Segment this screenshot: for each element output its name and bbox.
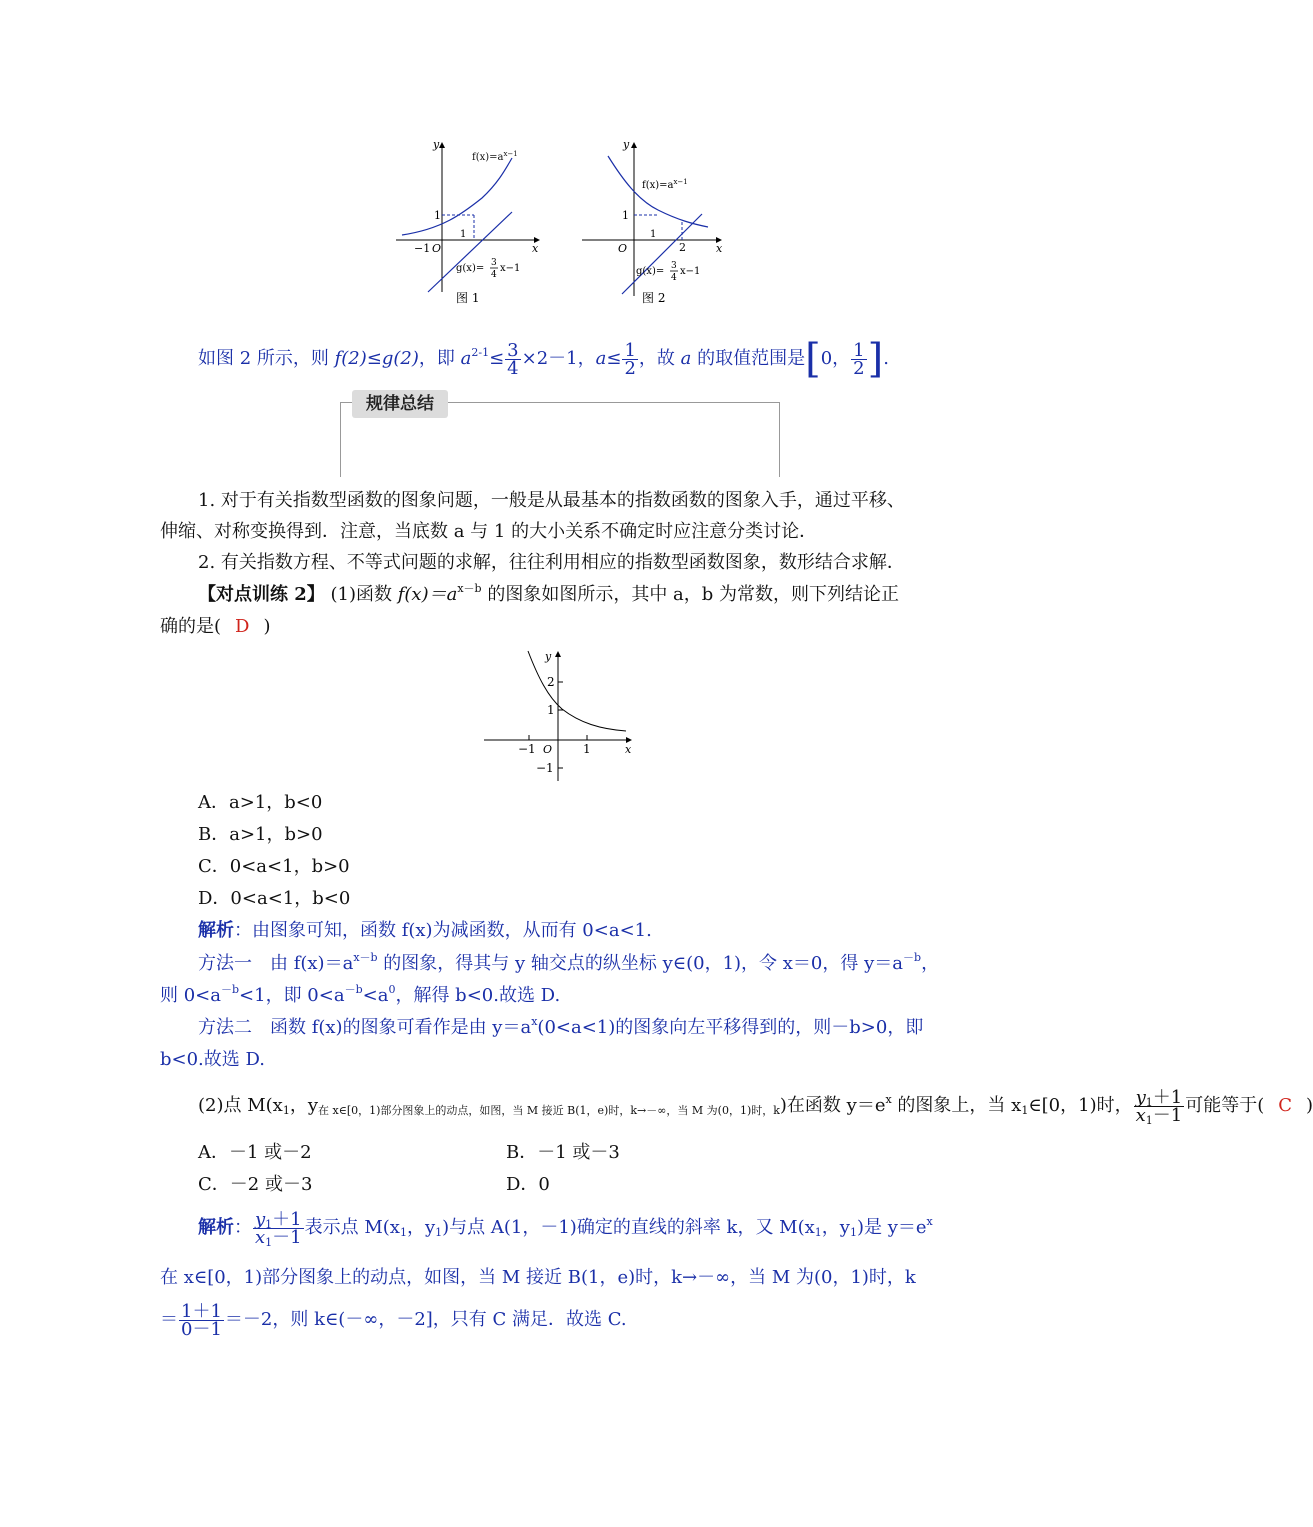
fig1-tick-1y: 1 (434, 209, 441, 222)
fig1-g-tail: x−1 (500, 263, 521, 274)
q1-sol-text: ：由图象可知，函数 f(x)为减函数，从而有 0<a<1. (234, 920, 652, 941)
q1-text-1: (1)函数 (324, 584, 398, 605)
intro-frac-2: $\frac{1}{2}$ (624, 339, 636, 379)
fig3-curve (528, 651, 626, 731)
intro-right-bracket: ] (867, 336, 884, 382)
q2-answer: C (1278, 1095, 1293, 1116)
q1-text-3: 确的是( (160, 616, 222, 637)
fig3-label-neg1x: −1 (518, 742, 536, 756)
fig2-g-num: 3 (671, 261, 677, 271)
fig2-origin: O (618, 242, 628, 255)
fig1-f-label: $f(x)=a^{x-1}$ (472, 150, 518, 163)
intro-le2: ≤ (606, 348, 622, 369)
intro-frac-1: $\frac{3}{4}$ (507, 339, 519, 379)
fig3-x-label: x (625, 743, 632, 756)
summary-p1b: 伸缩、对称变换得到．注意，当底数 a 与 1 的大小关系不确定时应注意分类讨论． (160, 521, 818, 542)
q2-question: (2)点 $M(x_1$，$y_{在 x\in[0,1)部分图象上的动点,如图,当 M 接近 B(1,e)时,k\to-\infty,当 M 为(0,1)时,k}$)在函数 $y=e^x$ 的图象上，当 $x_1\in[0$，1)时， $\frac{y_1+1}{x_1-1}$ 可能等于( C ) (198, 1086, 1313, 1127)
fig1-caption: 图 1 (456, 291, 480, 305)
q1-exp: x－b (457, 582, 482, 595)
q1-option-a: A．a>1，b<0 (198, 792, 323, 813)
summary-p2: 2. 有关指数方程、不等式问题的求解，往往利用相应的指数型函数图象，数形结合求解． (198, 552, 905, 573)
q1-method1-line2: 则 $0<a^{-b}<1$，即 $0<a^{-b}<a^0$，解得 b<0.故选 D. (160, 983, 561, 1006)
intro-exp: 2-1 (471, 346, 490, 359)
q1-m2-label: 方法二 (198, 1017, 252, 1038)
fig1-y-arrow (439, 142, 445, 148)
fig3-y-label: y (545, 650, 552, 663)
fig1-tick-1x: 1 (460, 229, 467, 240)
q1-line-2 (160, 614, 271, 640)
q2-sol-fraction: $\frac{y_1+1}{x_1-1}$ (255, 1208, 302, 1249)
intro-text-3: ，即 (418, 348, 461, 369)
fig2-x-label: x (716, 242, 723, 255)
q1-fx: f(x)＝a (397, 584, 458, 605)
fig1-exp-curve (402, 158, 512, 235)
intro-le: ≤ (489, 348, 505, 369)
fig2-g-label: g(x)= (636, 266, 665, 277)
fig3-label-2: 2 (547, 675, 555, 689)
q1-answer: D (235, 616, 250, 637)
intro-dot: . (883, 348, 889, 369)
summary-badge: 规律总结 (352, 390, 448, 418)
q1-m1-label: 方法一 (198, 953, 252, 974)
q1-sol-label: 解析 (198, 920, 234, 941)
intro-a3: a (680, 348, 692, 369)
q2-option-b: B．－1 或－3 (506, 1142, 620, 1163)
q1-option-d: D．0<a<1，b<0 (198, 888, 351, 909)
fig2-tick-1y: 1 (622, 209, 629, 222)
fig1-tick-neg1: −1 (414, 242, 431, 255)
fig1-g-den: 4 (491, 270, 497, 280)
intro-a: a (460, 348, 472, 369)
fig2-y-arrow (631, 142, 637, 148)
fig3-label-1: 1 (547, 703, 555, 717)
figure-2 (578, 134, 728, 309)
q2-fraction: $\frac{y_1+1}{x_1-1}$ (1135, 1086, 1183, 1127)
fig3-label-1x: 1 (583, 742, 591, 756)
fig3-origin: O (543, 743, 553, 756)
fig2-caption: 图 2 (642, 291, 666, 305)
intro-left-bracket: [ (805, 336, 821, 382)
figure-3 (480, 645, 640, 785)
fig2-f-label: $f(x)=a^{x-1}$ (642, 178, 688, 191)
intro-a2: a (595, 348, 607, 369)
fig1-origin: O (432, 242, 442, 255)
q1-text-4: ) (263, 616, 271, 637)
fig2-g-den: 4 (671, 273, 677, 283)
fig2-g-tail: x−1 (680, 266, 701, 277)
intro-range-0: 0， (820, 348, 851, 369)
summary-p1a: 1. 对于有关指数型函数的图象问题，一般是从最基本的指数函数的图象入手，通过平移、 (198, 490, 905, 511)
fig1-g-num: 3 (491, 258, 497, 268)
q2-option-a: A．－1 或－2 (198, 1142, 312, 1163)
q1-line-1 (198, 582, 899, 608)
fig1-y-label: y (433, 138, 440, 151)
q2-solution-line3: ＝ $\frac{1+1}{0-1}$ ＝－2，则 k∈(－∞，－2]，只有 C 满足．故选 C. (160, 1300, 627, 1340)
q2-sol-frac-2: $\frac{1+1}{0-1}$ (181, 1300, 222, 1340)
q2-option-c: C．－2 或－3 (198, 1174, 313, 1195)
fig1-x-label: x (532, 242, 539, 255)
q2-option-d: D．0 (506, 1174, 550, 1195)
fig2-tick-1x: 1 (650, 229, 657, 240)
q1-tag: 【对点训练 2】 (198, 584, 325, 605)
fig2-y-label: y (623, 138, 630, 151)
q2-sol-label: 解析 (198, 1217, 234, 1238)
figure-1 (392, 134, 552, 309)
fig1-g-label: g(x)= (456, 263, 485, 274)
q1-option-b: B．a>1，b>0 (198, 824, 323, 845)
fig3-y-arrow (555, 651, 561, 657)
intro-line (198, 336, 889, 382)
fig3-label-neg1y: −1 (536, 761, 554, 775)
intro-text-5: ，故 (638, 348, 681, 369)
q1-solution-1 (198, 918, 652, 944)
q2-solution-line1: 解析： $\frac{y_1+1}{x_1-1}$ 表示点 $M(x_1$，$y_1$)与点 A(1，－1)确定的直线的斜率 k，又 $M(x_1$，$y_1$)是 $y=e^x$ (198, 1208, 933, 1249)
q2-solution-line2: 在 x∈[0，1)部分图象上的动点，如图，当 M 接近 B(1，e)时，k→－∞，当 M 为(0，1)时，k (160, 1267, 916, 1288)
intro-frac-3: $\frac{1}{2}$ (853, 339, 865, 379)
intro-text-1: 如图 2 所示，则 (198, 348, 335, 369)
q1-option-c: C．0<a<1，b>0 (198, 856, 350, 877)
q1-method2-line2: b<0.故选 D. (160, 1049, 266, 1070)
fig2-tick-2x: 2 (679, 241, 686, 254)
q1-text-2: 的图象如图所示，其中 a，b 为常数，则下列结论正 (481, 584, 900, 605)
intro-text-6: 的取值范围是 (691, 348, 806, 369)
intro-text-2: f(2)≤g(2) (334, 348, 419, 369)
q1-method2-line1: 方法二 函数 f(x)的图象可看作是由 $y=a^x(0<a<1)$的图象向左平移得到的，则－b>0，即 (198, 1015, 924, 1038)
q1-method1-line1: 方法一 由 $f(x)=a^{x-b}$ 的图象，得其与 y 轴交点的纵坐标 y∈(0，1)，令 x＝0，得 $y=a^{-b}$， (198, 951, 940, 974)
intro-text-4: ×2－1， (521, 348, 596, 369)
